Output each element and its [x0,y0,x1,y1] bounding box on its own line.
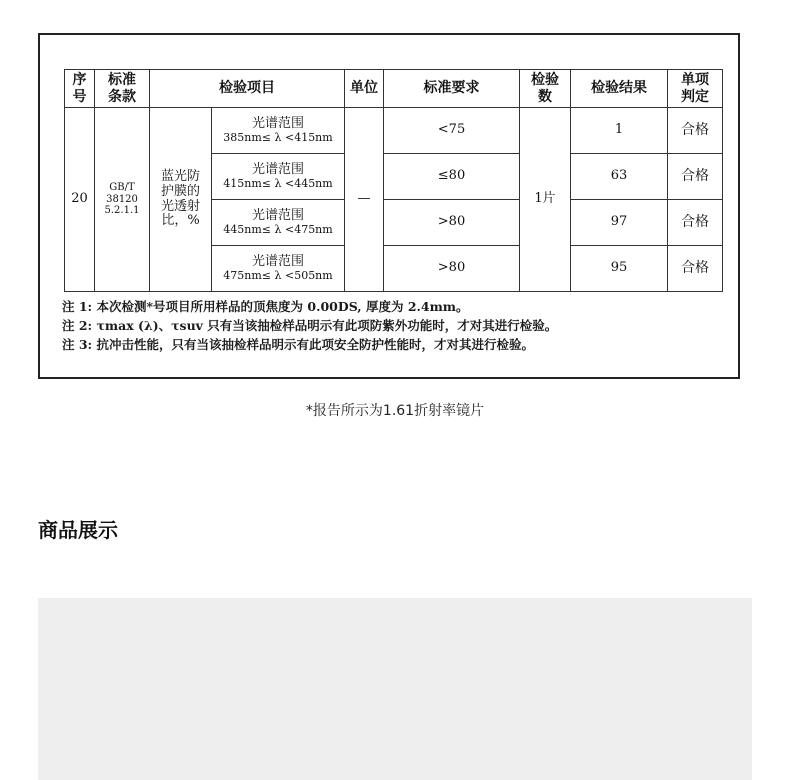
requirement-cell: ≤80 [384,154,520,200]
header-row [65,70,723,108]
header-std-clause: 标准 条款 [95,70,150,108]
test-report-image [38,33,740,379]
header-requirement: 标准要求 [384,70,520,108]
sub-item-cell: 光谱范围 385nm≤ λ <415nm [212,108,345,154]
verdict-cell: 合格 [668,246,723,292]
sub-item-cell: 光谱范围 445nm≤ λ <475nm [212,200,345,246]
header-seq: 序 号 [65,70,95,108]
sample-count-cell: 1片 [520,108,571,292]
header-unit: 单位 [345,70,384,108]
sub-item-cell: 光谱范围 475nm≤ λ <505nm [212,246,345,292]
seq-cell: 20 [65,108,95,292]
table-row [65,108,723,154]
header-result: 检验结果 [571,70,668,108]
result-cell: 1 [571,108,668,154]
header-item: 检验项目 [150,70,345,108]
sub-item-cell: 光谱范围 415nm≤ λ <445nm [212,154,345,200]
note-2: 注 2: τmax (λ)、τsuv 只有当该抽检样品明示有此项防紫外功能时，才对其进行检验。 [62,318,558,333]
note-1: 注 1: 本次检测*号项目所用样品的顶焦度为 0.00DS, 厚度为 2.4mm。 [62,299,469,314]
header-sample-count: 检验 数 [520,70,571,108]
verdict-cell: 合格 [668,108,723,154]
test-report-table [64,69,723,292]
result-cell: 95 [571,246,668,292]
requirement-cell: <75 [384,108,520,154]
requirement-cell: >80 [384,246,520,292]
report-notes [62,297,722,354]
result-cell: 97 [571,200,668,246]
unit-cell: — [345,108,384,292]
verdict-cell: 合格 [668,154,723,200]
header-verdict: 单项 判定 [668,70,723,108]
note-3: 注 3: 抗冲击性能，只有当该抽检样品明示有此项安全防护性能时，才对其进行检验。 [62,337,535,352]
product-image-area [38,598,752,780]
result-cell: 63 [571,154,668,200]
report-caption: *报告所示为1.61折射率镜片 [305,403,485,419]
verdict-cell: 合格 [668,200,723,246]
requirement-cell: >80 [384,200,520,246]
std-clause-cell: GB/T 38120 5.2.1.1 [95,108,150,292]
section-title: 商品展示 [38,518,118,542]
item-group-cell: 蓝光防 护膜的 光透射 比，% [150,108,212,292]
